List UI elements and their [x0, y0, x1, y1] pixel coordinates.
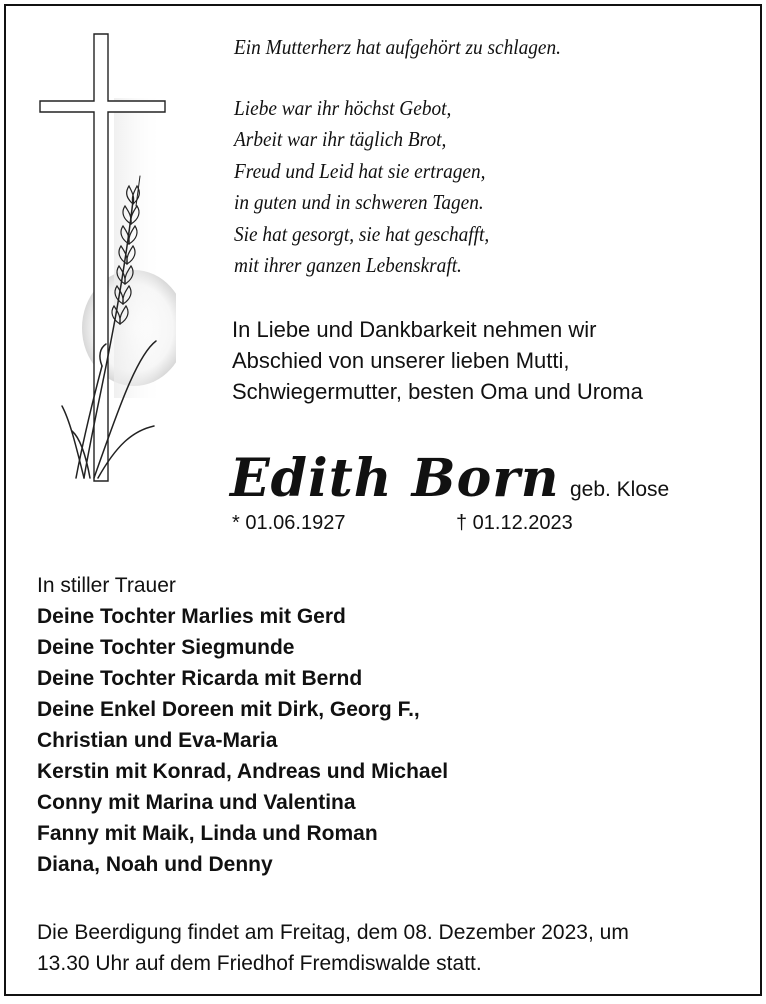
mourner-line: Kerstin mit Konrad, Andreas und Michael	[37, 760, 449, 783]
poem-line: in guten und in schweren Tagen.	[234, 190, 484, 215]
poem-line: Liebe war ihr höchst Gebot,	[234, 96, 452, 120]
farewell-text	[232, 314, 643, 407]
poem-verse	[234, 93, 489, 281]
mourner-line: Fanny mit Maik, Linda und Roman	[37, 822, 378, 845]
mourner-line: Deine Tochter Siegmunde	[37, 636, 295, 659]
farewell-line: In Liebe und Dankbarkeit nehmen wir	[232, 317, 597, 342]
mourners-heading: In stiller Trauer	[37, 574, 176, 597]
poem-line: Freud und Leid hat sie ertragen,	[234, 158, 486, 183]
mourner-line: Deine Enkel Doreen mit Dirk, Georg F.,	[37, 698, 420, 721]
name-row	[230, 448, 669, 509]
deceased-name: Edith Born	[230, 448, 560, 509]
farewell-line: Schwiegermutter, besten Oma und Uroma	[232, 379, 643, 404]
poem-intro: Ein Mutterherz hat aufgehört zu schlagen.	[234, 35, 561, 59]
poem-line: Arbeit war ihr täglich Brot,	[234, 127, 447, 152]
mourner-line: Deine Tochter Marlies mit Gerd	[37, 605, 346, 628]
death-date: † 01.12.2023	[456, 512, 573, 534]
poem-line: mit ihrer ganzen Lebenskraft.	[234, 253, 462, 278]
funeral-line: 13.30 Uhr auf dem Friedhof Fremdiswalde statt.	[37, 952, 482, 975]
funeral-line: Die Beerdigung findet am Freitag, dem 08. Dezember 2023, um	[37, 921, 629, 944]
mourner-line: Diana, Noah und Denny	[37, 853, 273, 876]
birth-date: * 01.06.1927	[232, 512, 346, 534]
farewell-line: Abschied von unserer lieben Mutti,	[232, 348, 570, 373]
mourner-line: Deine Tochter Ricarda mit Bernd	[37, 667, 363, 690]
mourner-line: Christian und Eva-Maria	[37, 729, 278, 752]
poem-line: Sie hat gesorgt, sie hat geschafft,	[234, 221, 490, 246]
mourner-line: Conny mit Marina und Valentina	[37, 791, 356, 814]
cross-icon	[36, 26, 176, 486]
obituary-notice	[4, 4, 762, 996]
funeral-info	[37, 917, 629, 979]
maiden-name: geb. Klose	[569, 478, 670, 501]
mourners-list	[37, 570, 448, 880]
